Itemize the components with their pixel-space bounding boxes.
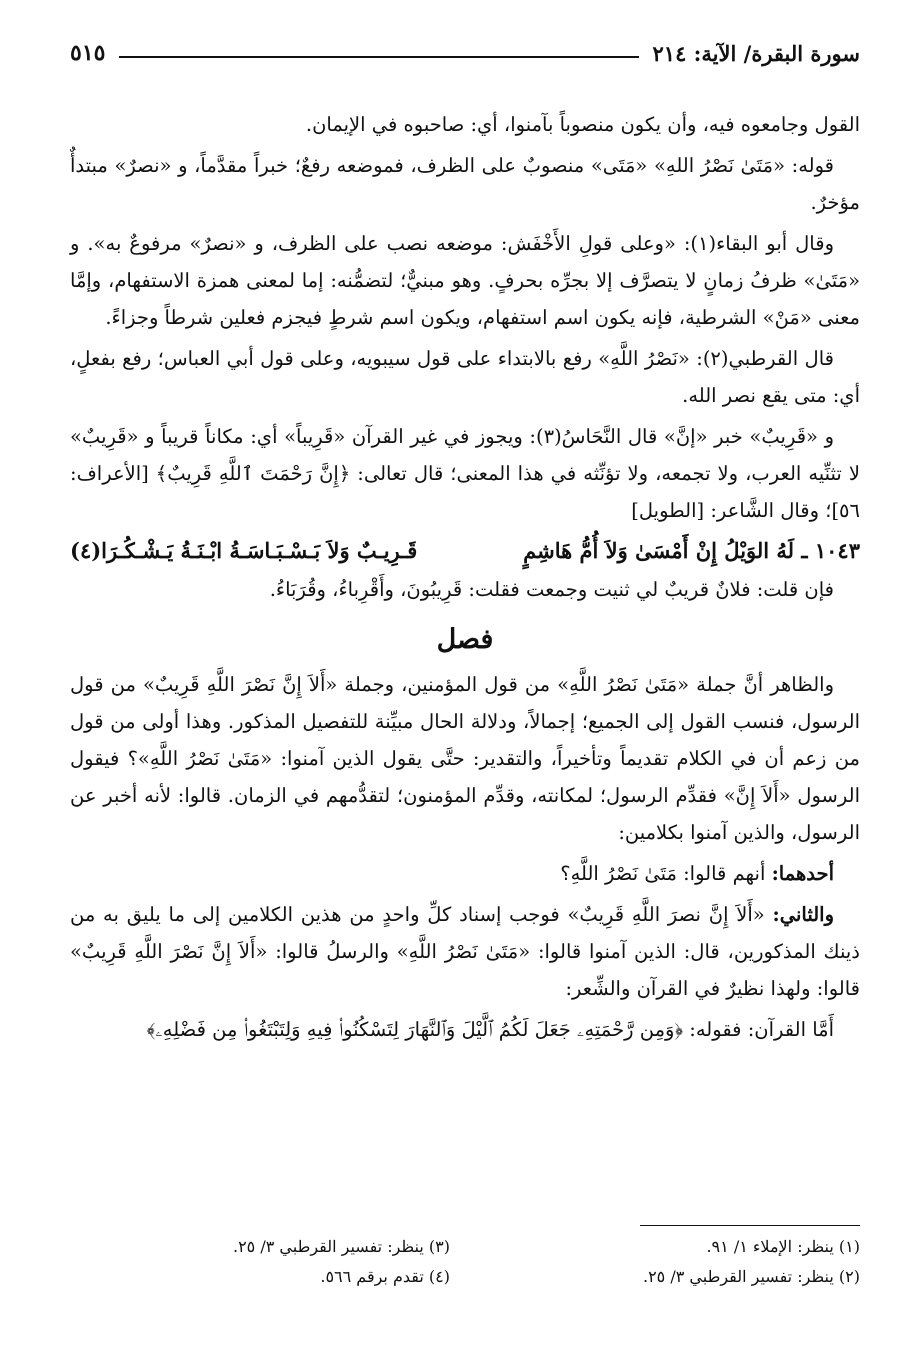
paragraph: أَمَّا القرآن: فقوله: ﴿وَمِن رَّحْمَتِهِۦ جَعَلَ لَكُمُ ٱلَّيْلَ وَٱلنَّهَارَ لِتَسْكُنُوا۟ فِيهِ وَلِتَبْتَغُوا۟ مِن فَضْلِهِۦ﴾ xyxy=(146,1018,834,1041)
paragraph: القول وجامعوه فيه، وأن يكون منصوباً بآمنوا، أي: صاحبوه في الإيمان. xyxy=(305,113,860,136)
point-label: والثاني: xyxy=(772,903,834,926)
footnote: (٢) ينظر: تفسير القرطبي ٣/ ٢٥. xyxy=(642,1267,860,1286)
footnotes xyxy=(70,1225,860,1292)
paragraph: قال القرطبي(٢): «نَصْرُ اللَّهِ» رفع بالابتداء على قول سيبويه، وعلى قول أبي العباس؛ رفع بفعلٍ، أي: متى يقع نصر الله. xyxy=(70,347,860,407)
paragraph xyxy=(70,896,860,1007)
footnote: (١) ينظر: الإملاء ١/ ٩١. xyxy=(706,1237,860,1256)
footnote-list xyxy=(70,1232,860,1292)
page-number: ٥١٥ xyxy=(70,40,106,66)
paragraph: وقال أبو البقاء(١): «وعلى قولِ الأَخْفَش: موضعه نصب على الظرف، و «نصرٌ» مرفوعٌ به». و «مَتَىٰ» ظرفُ زمانٍ لا يتصرَّف إلا بجرِّه بحرفٍ. وهو مبنيٌّ؛ لتضمُّنه: إما لمعنى همزة الاستفهام، وإمَّا معنى «مَنْ» الشرطية، فإنه يكون اسم استفهام، ويكون اسم شرطٍ فيجزم فعلين شرطاً وجزاءً. xyxy=(70,232,860,329)
point-text: أنهم قالوا: مَتَىٰ نَصْرُ اللَّهِ؟ xyxy=(560,862,772,885)
paragraph xyxy=(70,855,860,892)
section-heading: فصل xyxy=(436,624,494,655)
verse-hemistich-2: قَـرِيـبٌ وَلاَ بَـسْـبَـاسَـةُ ابْـنَـةُ يَـشْـكُـرَا(٤) xyxy=(70,538,418,563)
footnote: (٤) تقدم برقم ٥٦٦. xyxy=(320,1267,450,1286)
point-text: «أَلاَ إِنَّ نصرَ اللَّهِ قَرِيبٌ» فوجب إسناد كلِّ واحدٍ من هذين الكلامين إلى ما يليق به من ذينك المذكورين، قال: الذين آمنوا قالوا: «مَتَىٰ نَصْرُ اللَّهِ» والرسلُ قالوا: «أَلاَ إِنَّ نَصْرَ اللَّهِ قَرِيبٌ» قالوا: ولهذا نظيرٌ في القرآن والشِّعر: xyxy=(70,903,860,1000)
point-label: أحدهما: xyxy=(771,862,834,885)
footnote: (٣) ينظر: تفسير القرطبي ٣/ ٢٥. xyxy=(232,1237,450,1256)
paragraph: و «قَرِيبٌ» خبر «إنَّ» قال النَّحَاسُ(٣): ويجوز في غير القرآن «قَرِيباً» أي: مكاناً قريباً و «قَرِيبٌ» لا تثنِّيه العرب، ولا تجمعه، ولا تؤنِّثه في هذا المعنى؛ قال تعالى: ﴿إِنَّ رَحْمَتَ ٱللَّهِ قَرِيبٌ﴾ [الأعراف: ٥٦]؛ وقال الشَّاعر: [الطويل] xyxy=(70,425,860,522)
poetry-verse xyxy=(70,531,860,571)
header-rule xyxy=(119,56,638,58)
page-header xyxy=(70,30,860,66)
verse-hemistich-1: لَهُ الوَيْلُ إِنْ أَمْسَىٰ وَلاَ أُمُّ هَاشِمٍ xyxy=(523,538,795,563)
paragraph: قوله: «مَتَىٰ نَصْرُ اللهِ» «مَتَى» منصوبٌ على الظرف، فموضعه رفعٌ؛ خبراً مقدَّماً، و «نصرٌ» مبتدأٌ مؤخرٌ. xyxy=(70,154,860,214)
verse-first-half xyxy=(523,531,860,571)
paragraph: والظاهر أنَّ جملة «مَتَىٰ نَصْرُ اللَّهِ» من قول المؤمنين، وجملة «أَلاَ إِنَّ نَصْرَ اللَّهِ قَرِيبٌ» من قول الرسول، فنسب القول إلى الجميع؛ إجمالاً، ودلالة الحال مبيِّنة للتفصيل المذكور. وهذا أولى من قول من زعم أن في الكلام تقديماً وتأخيراً، والتقدير: حتَّى يقول الذين آمنوا: «مَتَىٰ نَصْرُ اللَّهِ»؟ فيقول الرسول «أَلاَ إِنَّ» فقدِّم الرسول؛ لمكانته، وقدِّم المؤمنون؛ لتقدُّمهم في الزمان. قالوا: لأنه أخبر عن الرسول، والذين آمنوا بكلامين: xyxy=(70,673,860,844)
book-page xyxy=(70,30,860,1350)
paragraph: فإن قلت: فلانٌ قريبٌ لي ثنيت وجمعت فقلت: قَرِيبُونَ، وأَقْرِباءُ، وقُرَبَاءُ. xyxy=(269,578,834,601)
verse-number: ١٠٤٣ ـ xyxy=(801,538,860,563)
running-title: سورة البقرة/ الآية: ٢١٤ xyxy=(652,41,860,66)
page-body xyxy=(70,106,860,1048)
footnote-rule xyxy=(640,1225,860,1226)
